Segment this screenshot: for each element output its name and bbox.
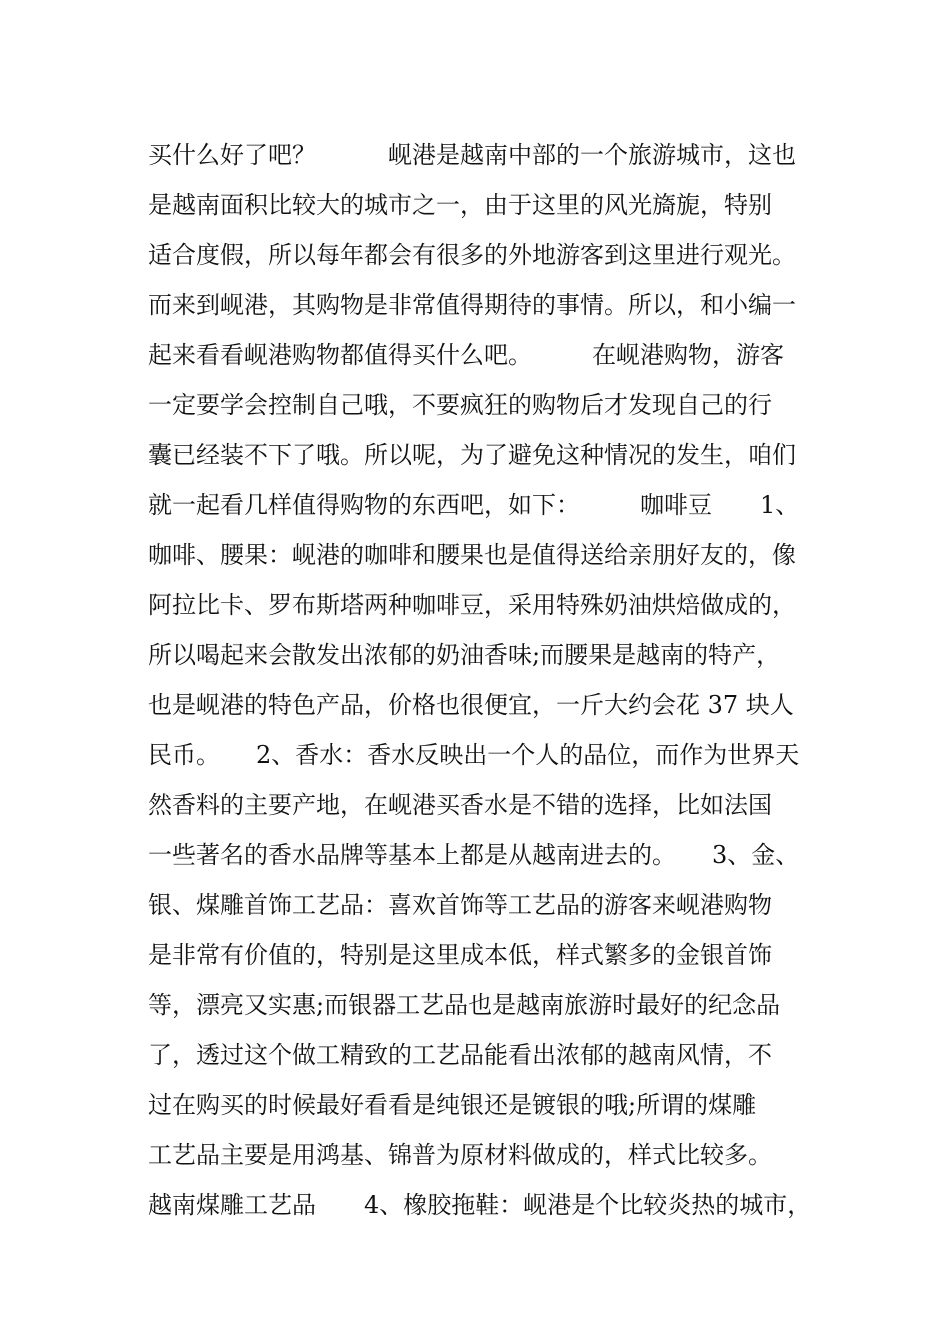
text-line: 工艺品主要是用鸿基、锦普为原材料做成的，样式比较多。 (148, 1141, 772, 1169)
text-line: 银、煤雕首饰工艺品：喜欢首饰等工艺品的游客来岘港购物 (148, 891, 772, 919)
text-line: 适合度假，所以每年都会有很多的外地游客到这里进行观光。 (148, 241, 796, 269)
text-line: 了，透过这个做工精致的工艺品能看出浓郁的越南风情，不 (148, 1041, 772, 1069)
text-line: 一些著名的香水品牌等基本上都是从越南进去的。 3、金、 (148, 841, 800, 869)
text-line: 也是岘港的特色产品，价格也很便宜，一斤大约会花 37 块人 (148, 691, 794, 719)
text-line: 而来到岘港，其购物是非常值得期待的事情。所以，和小编一 (148, 291, 796, 319)
text-line: 买什么好了吧？ 岘港是越南中部的一个旅游城市，这也 (148, 141, 796, 169)
text-line: 囊已经装不下了哦。所以呢，为了避免这种情况的发生，咱们 (148, 441, 796, 469)
text-line: 越南煤雕工艺品 4、橡胶拖鞋：岘港是个比较炎热的城市， (148, 1191, 812, 1219)
text-line: 一定要学会控制自己哦，不要疯狂的购物后才发现自己的行 (148, 391, 772, 419)
text-line: 过在购买的时候最好看看是纯银还是镀银的哦;所谓的煤雕 (148, 1091, 757, 1119)
text-line: 是越南面积比较大的城市之一，由于这里的风光旖旎，特别 (148, 191, 772, 219)
text-line: 就一起看几样值得购物的东西吧，如下： 咖啡豆 1、 (148, 491, 800, 519)
text-line: 起来看看岘港购物都值得买什么吧。 在岘港购物，游客 (148, 341, 784, 369)
text-line: 阿拉比卡、罗布斯塔两种咖啡豆，采用特殊奶油烘焙做成的， (148, 591, 796, 619)
text-line: 咖啡、腰果：岘港的咖啡和腰果也是值得送给亲朋好友的，像 (148, 541, 796, 569)
text-line: 然香料的主要产地，在岘港买香水是不错的选择，比如法国 (148, 791, 772, 819)
body-text (148, 130, 828, 1230)
text-line: 等，漂亮又实惠;而银器工艺品也是越南旅游时最好的纪念品 (148, 991, 781, 1019)
text-line: 是非常有价值的，特别是这里成本低，样式繁多的金银首饰 (148, 941, 772, 969)
text-line: 民币。 2、香水：香水反映出一个人的品位，而作为世界天 (148, 741, 800, 769)
text-line: 所以喝起来会散发出浓郁的奶油香味;而腰果是越南的特产， (148, 641, 781, 669)
